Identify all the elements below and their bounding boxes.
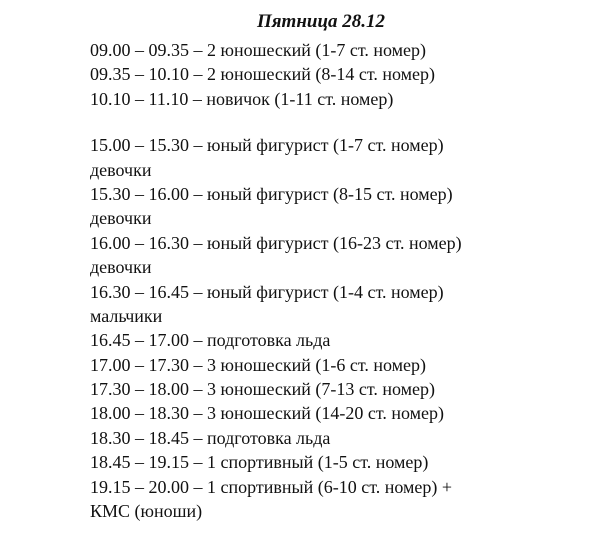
schedule-line: 16.45 – 17.00 – подготовка льда: [90, 330, 331, 351]
schedule-line: 16.00 – 16.30 – юный фигурист (16-23 ст. номер): [90, 232, 462, 253]
schedule-line: 18.30 – 18.45 – подготовка льда: [90, 427, 331, 448]
section-gap: [90, 111, 605, 133]
schedule-line: 17.00 – 17.30 – 3 юношеский (1-6 ст. номер): [90, 354, 427, 375]
schedule-line: 15.30 – 16.00 – юный фигурист (8-15 ст. номер): [90, 183, 453, 204]
schedule-line: 09.35 – 10.10 – 2 юношеский (8-14 ст. номер): [90, 64, 436, 85]
schedule-line: 17.30 – 18.00 – 3 юношеский (7-13 ст. номер): [90, 379, 436, 400]
schedule-line-continuation: КМС (юноши): [90, 501, 203, 522]
schedule-line: 16.30 – 16.45 – юный фигурист (1-4 ст. номер): [90, 281, 444, 302]
schedule-line-continuation: девочки: [90, 208, 152, 229]
schedule-line-continuation: девочки: [90, 257, 152, 278]
schedule-title: Пятница 28.12: [256, 11, 386, 32]
schedule-line: 19.15 – 20.00 – 1 спортивный (6-10 ст. номер) +: [90, 476, 453, 497]
schedule-line: 15.00 – 15.30 – юный фигурист (1-7 ст. номер): [90, 135, 444, 156]
schedule-line-continuation: мальчики: [90, 305, 163, 326]
schedule-line: 09.00 – 09.35 – 2 юношеский (1-7 ст. номер): [90, 40, 427, 60]
schedule-line: 18.00 – 18.30 – 3 юношеский (14-20 ст. номер): [90, 403, 445, 424]
schedule-line-continuation: девочки: [90, 159, 152, 180]
schedule-lines: [90, 38, 605, 523]
schedule-line: 18.45 – 19.15 – 1 спортивный (1-5 ст. номер): [90, 452, 429, 473]
schedule-line: 10.10 – 11.10 – новичок (1-11 ст. номер): [90, 88, 394, 109]
